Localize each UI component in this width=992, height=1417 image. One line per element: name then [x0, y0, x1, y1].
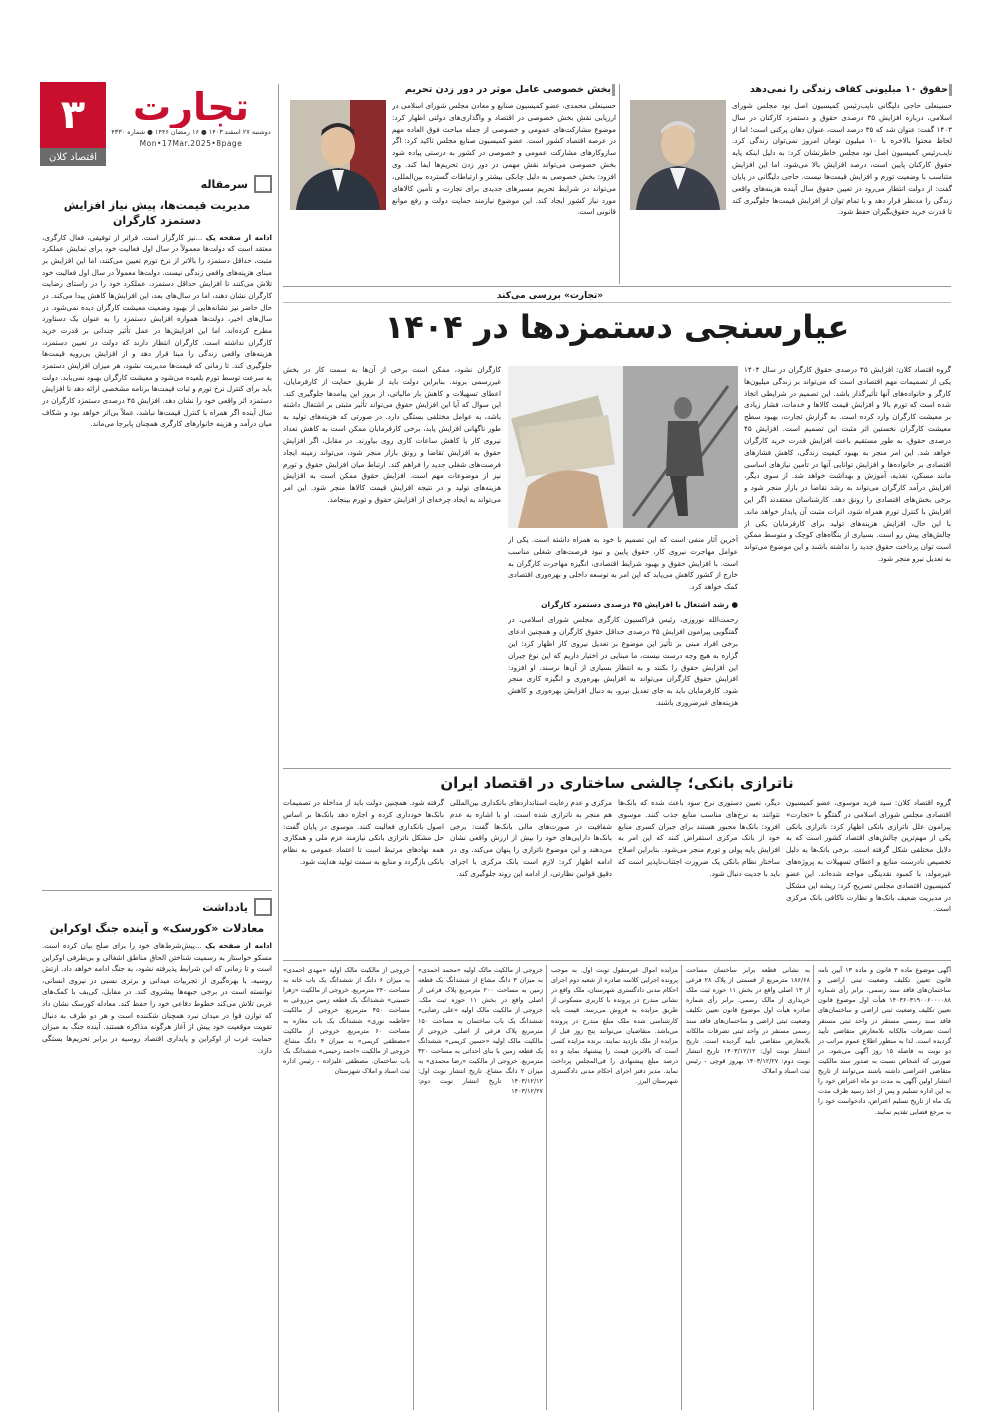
issue-date-en: Mon•17Mar.2025•8page — [139, 139, 243, 148]
portrait-graphic — [290, 100, 386, 210]
section-label: اقتصاد کلان — [40, 148, 106, 166]
feature-col3b-text: رحمت‌الله نوروزی، رئیس فراکسیون کارگری مجلس شورای اسلامی، در گفتگویی پیرامون افزایش ۴۵ درصدی حداقل حقوق کارگران و همچنین ادعای برخی افراد مبنی بر تأثیر این موضوع بر تعدیل نیروی کار اظهار کرد: این گزاره به هیچ وجه درست نیست، ما مبنایی در اختیار داریم که این نوع جبران این افزایش حقوق را بکنند و به انتظار بسیاری از آن‌ها نرسند. او افزود: افزایش حقوق کارگران می‌تواند به افزایش بهره‌وری و انگیزه کاری منجر شود. کارفرمایان باید به جای تعدیل نیرو، به دنبال افزایش بهره‌وری و کاهش هزینه‌های غیرضروری باشند. — [508, 615, 738, 708]
column-divider — [813, 965, 814, 1410]
logo-graphic — [112, 84, 270, 128]
divider — [283, 286, 951, 287]
divider — [42, 890, 272, 891]
second-feature-column-1: گروه اقتصاد کلان: سید فرید موسوی، عضو کمیسیون اقتصادی مجلس شورای اسلامی در گفتگو با «تجارت» پیرامون علل ناترازی بانکی اظهار کرد: ناترازی بانکی یکی از مهم‌ترین چالش‌های اقتصاد کشور است که به دلایل مختلفی شکل گرفته است. برخی بانک‌ها به دلیل تخصیص نادرست منابع و اعطای تسهیلات به پروژه‌های غیرمولد، با کمبود نقدینگی مواجه شده‌اند. این عضو کمیسیون اقتصادی مجلس تصریح کرد: ریشه این مشکل در مدیریت ضعیف بانک‌ها و نظارت ناکافی بانک مرکزی است. — [786, 798, 951, 914]
column-divider — [413, 965, 414, 1410]
issue-date: دوشنبه ۲۷ اسفند ۱۴۰۳ ● ۱۶ رمضان ۱۴۴۶ ● شماره ۴۳۳۰ — [111, 128, 271, 136]
feature-column-2: کارگران نشود، ممکن است برخی از آن‌ها به سمت کار در بخش غیررسمی بروند. بنابراین دولت باید از طریق حمایت از کارفرمایان، اعطای تسهیلات و کاهش بار مالیاتی، از بروز این پیامدها جلوگیری کند. این سوال که آیا این افزایش حقوق می‌تواند تأثیر مثبتی بر اشتغال داشته باشد، به عوامل مختلفی بستگی دارد. در صورتی که هزینه‌های تولید به طور ناگهانی افزایش یابد، برخی کارفرمایان ممکن است به کاهش تعداد نیروی کار یا کاهش ساعات کاری روی بیاورند. در مقابل، اگر افزایش حقوق به افزایش تقاضا و رونق بازار منجر شود، می‌تواند زمینه ایجاد فرصت‌های شغلی جدید را فراهم کند. ارتباط میان افزایش حقوق و تورم نیز از موضوعات مهم است. افزایش حقوق ممکن است به افزایش هزینه‌های تولید و در نتیجه افزایش قیمت کالاها منجر شود. این امر می‌تواند به ایجاد چرخه‌ای از افزایش حقوق و تورم بینجامد. — [283, 365, 501, 504]
newspaper-logo — [112, 84, 270, 128]
editorial-kicker-row — [42, 175, 272, 193]
memo-text: ...پیش‌شرط‌های خود را برای صلح بیان کرده است. مسکو خواستار به رسمیت شناختن الحاق مناطق اشغالی و بی‌طرفی اوکراین است و تا زمانی که این شرایط پذیرفته نشود، به جنگ ادامه خواهد داد. ارتش روسیه، با بهره‌گیری از تجربیات میدانی و برتری نسبی در نیروی انسانی، توانسته است در برخی جبهه‌ها پیشروی کند. در مقابل، کی‌یف با کمک‌های غربی تلاش می‌کند خطوط دفاعی خود را حفظ کند. معادله کورسک نشان داد که توازن قوا در میدان نبرد همچنان شکننده است و هر دو طرف به دنبال تقویت موقعیت خود پیش از آغاز هرگونه مذاکره هستند. آینده جنگ به میزان حمایت غرب از اوکراین و پایداری اقتصاد روسیه در برابر تحریم‌ها بستگی دارد. — [42, 940, 272, 1055]
memo-title: معادلات «کورسک» و آینده جنگ اوکراین — [49, 922, 265, 935]
feature-column-3 — [508, 534, 738, 764]
worker-photo-graphic — [508, 366, 738, 528]
title-bar — [949, 84, 952, 96]
feature-kicker — [440, 291, 660, 301]
top-story-body: حسینعلی محمدی، عضو کمیسیون صنایع و معادن مجلس شورای اسلامی در ارزیابی نقش بخش خصوصی در اقتصاد و واگذاری‌های دولتی اظهار کرد: موضوع مشارکت‌های عمومی و خصوصی از جمله مباحث فوق العاده مهم در عرصه اقتصاد کشور است. عضو کمیسیون صنایع مجلس تاکید کرد: اگر سازوکارهای مشارکت عمومی و خصوصی در کشور به درستی پیاده شود بخش خصوصی می‌تواند نقش مهمی در دور زدن تحریم‌ها ایفا کند. وی افزود: بخش خصوصی به دلیل چابکی بیشتر و ارتباطات گسترده بین‌المللی، می‌تواند در شرایط تحریم مسیرهای جدیدی برای تجارت و تأمین کالاهای مورد نیاز کشور ایجاد کند. این موضوع نیازمند حمایت دولت و رفع موانع قانونی است. — [392, 101, 616, 217]
second-feature-title: ناترازی بانکی؛ چالشی ساختاری در اقتصاد ایران — [440, 774, 794, 792]
notice-column: به نشانی قطعه برابر ساختمان مساحت ۱۸۶/۶۸ مترمربع از قسمتی از پلاک ۲۸ فرعی از ۱۳ اصلی واقع در بخش ۱۱ حوزه ثبت ملک خریداری از مالک رسمی. برابر رأی شماره صادره هیأت اول موضوع قانون تعیین تکلیف وضعیت ثبتی اراضی و ساختمان‌های فاقد سند رسمی مستقر در واحد ثبتی تصرفات مالکانه بلامعارض متقاضی تأیید گردیده است. تاریخ انتشار نوبت اول: ۱۴۰۳/۱۲/۱۲ تاریخ انتشار نوبت دوم: ۱۴۰۳/۱۲/۲۷ بهروز قوچی - رئیس ثبت اسناد و املاک — [686, 966, 810, 1076]
memo-kicker: یادداشت — [202, 900, 248, 914]
memo-lead: ادامه از صفحه یک — [205, 940, 272, 950]
second-feature-column-3: مرکزی و عدم رعایت استانداردهای بانکداری بین‌المللی هم منجر به ناترازی شده است. او با اشاره به عدم شفافیت در صورت‌های مالی بانک‌ها گفت: برخی بانک‌ها دارایی‌های خود را بیش از ارزش واقعی نشان می‌دهند و این موضوع ناترازی را پنهان می‌کند. وی در ادامه اظهار کرد: لازم است بانک مرکزی با اجرای دقیق قوانین نظارتی، از ادامه این روند جلوگیری کند. — [450, 798, 612, 878]
editorial-text: ...نیز کارگزار است. فراتر از توفیقی، فعال کارگری، معتقد است که دولت‌ها معمولاً در سال اول فعالیت خود برای نمایش عملکرد مثبت، حداقل دستمزد را بالاتر از نرخ تورم تعیین می‌کنند، اما این افزایش بر مبنای هزینه‌های واقعی زندگی نیست. دولت‌ها معمولاً در سال اول فعالیت خود تلاش می‌کنند تا افزایش حداقل دستمزد، عملکرد خود را در راستای رضایت کارگران نشان دهند، اما در سال‌های بعد، این افزایش‌ها کاهش پیدا می‌کند. در حال حاضر نیز نشانه‌هایی از بهبود وضعیت معیشت کارگران دیده نمی‌شود. در سال‌های اخیر، دولت‌ها همواره افزایش دستمزد را به عنوان یک دستاورد مطرح کرده‌اند، اما این افزایش‌ها در عمل تأثیر چندانی بر قدرت خرید کارگران نداشته است. کارگران انتظار دارند که دولت در تعیین دستمزد، هزینه‌های واقعی زندگی را مبنا قرار دهد و از افزایش بی‌رویه قیمت‌ها جلوگیری کند. تا زمانی که قیمت‌ها مدیریت نشود، هر میزان افزایش دستمزد به سرعت توسط تورم بلعیده می‌شود و معیشت کارگران بهبود نمی‌یابد. دولت باید برای کنترل نرخ تورم و ثبات قیمت‌ها برنامه مشخصی ارائه دهد تا افزایش دستمزد اثر واقعی خود را نشان دهد. افزایش ۴۵ درصدی دستمزد کارگران در سال آینده اگر همراه با کنترل قیمت‌ها نباشد، عملاً بی‌اثر خواهد بود و شکاف میان درآمد و هزینه خانوارهای کارگری همچنان پابرجا می‌ماند. — [42, 232, 272, 429]
editorial-title: مدیریت قیمت‌ها، پیش نیاز افزایش دستمزد کارگران — [63, 199, 251, 227]
memo-body — [42, 940, 272, 1380]
portrait-graphic — [630, 100, 726, 210]
kicker-square-icon — [254, 898, 272, 916]
top-story-title: حقوق ۱۰ میلیونی کفاف زندگی را نمی‌دهد — [749, 84, 948, 95]
column-divider — [681, 965, 682, 1410]
notice-column: مزایده اموال غیرمنقول نوبت اول. به موجب پرونده اجرایی کلاسه صادره از شعبه دوم اجرای احکام مدنی دادگستری شهرستان، ملک واقع در نشانی مندرج در پرونده با کاربری مسکونی از طریق مزایده به فروش می‌رسد. قیمت پایه کارشناسی شده ملک مبلغ مندرج در پرونده می‌باشد. متقاضیان می‌توانند پنج روز قبل از مزایده از ملک بازدید نمایند. برنده مزایده کسی است که بالاترین قیمت را پیشنهاد نماید و ده درصد مبلغ پیشنهادی را فی‌المجلس پرداخت نماید. مدیر دفتر اجرای احکام مدنی دادگستری شهرستان البرز. — [551, 966, 678, 1086]
editorial-kicker: سرمقاله — [200, 177, 248, 191]
top-story-title: بخش خصوصی عامل موثر در دور زدن تحریم — [404, 84, 611, 95]
feature-subheading: ● رشد اشتغال با افزایش ۴۵ درصدی دستمزد کارگران — [541, 600, 738, 610]
portrait-photo — [290, 100, 386, 210]
feature-title: عیارسنجی دستمزدها در ۱۴۰۴ — [384, 308, 850, 346]
notice-column: آگهی موضوع ماده ۳ قانون و ماده ۱۳ آیین نامه قانون تعیین تکلیف وضعیت ثبتی اراضی و ساختمان‌های فاقد سند رسمی. برابر رأی شماره ۱۴۰۳۶۰۳۱۹۰۰۶۰۰۰۰۸۸ هیأت اول موضوع قانون تعیین تکلیف وضعیت ثبتی اراضی و ساختمان‌های فاقد سند رسمی مستقر در واحد ثبتی مستقر است تصرفات مالکانه بلامعارض متقاضی تأیید گردیده است. لذا به منظور اطلاع عموم مراتب در دو نوبت به فاصله ۱۵ روز آگهی می‌شود. در صورتی که اشخاص نسبت به صدور سند مالکیت متقاضی اعتراضی داشته باشند می‌توانند از تاریخ انتشار اولین آگهی به مدت دو ماه اعتراض خود را به این اداره تسلیم و پس از اخذ رسید ظرف مدت یک ماه از تاریخ تسلیم اعتراض، دادخواست خود را به مرجع قضایی تقدیم نمایند. — [818, 966, 951, 1116]
top-story-body: حسینعلی حاجی دلیگانی نایب‌رئیس کمیسیون اصل نود مجلس شورای اسلامی، درباره افزایش ۳۵ درصدی حقوق و دستمزد کارکنان در سال ۱۴۰۳ گفت: عنوان شد که ۳۵ درصد است، عنوان دهان پرکنی است؛ اما از لحاظ محتوا بالاخره با ۱۰ میلیون تومان امروز نمی‌توان زندگی کرد. نایب‌رئیس کمیسیون اصل نود مجلس خاطرنشان کرد: به دلیل اینکه پایه حقوق کارکنان پایین است، درصد افزایش بالا می‌شود. اما این افزایش متناسب با وضعیت تورم و افزایش قیمت‌ها نیست. حاجی دلیگانی در پایان گفت: از دولت انتظار می‌رود در تعیین حقوق سال آینده هزینه‌های واقعی زندگی را مدنظر قرار دهد و با تمام توان از افزایش قیمت‌ها جلوگیری کند تا قدرت خرید حقوق‌بگیران حفظ شود. — [732, 101, 952, 217]
column-divider — [278, 84, 279, 1412]
feature-col3-text: آخرین آثار منفی است که این تصمیم با خود به همراه داشته است. یکی از عوامل مهاجرت نیروی کار، حقوق پایین و نبود فرصت‌های شغلی مناسب است. با افزایش حقوق و بهبود شرایط اقتصادی، انگیزه مهاجرت کارگران به خارج از کشور کاهش می‌یابد که این امر به توسعه داخلی و بهره‌وری اقتصادی کمک خواهد کرد. — [508, 535, 738, 592]
second-feature-column-2: دیگر، تعیین دستوری نرخ سود باعث شده که بانک‌ها نتوانند به نرخ‌های مناسب منابع جذب کنند. موسوی افزود: بانک‌ها مجبور هستند برای جبران کسری منابع خود از بانک مرکزی استقراض کنند که این امر به افزایش پایه پولی و تورم منجر می‌شود. بنابراین اصلاح ساختار نظام بانکی یک ضرورت اجتناب‌ناپذیر است که باید با جدیت دنبال شود. — [618, 798, 780, 878]
memo-kicker-row — [42, 898, 272, 916]
editorial-body — [42, 232, 272, 918]
kicker-square-icon — [254, 175, 272, 193]
column-divider — [619, 84, 620, 284]
second-feature-column-4: گرفته شود. همچنین دولت باید از مداخله در تصمیمات بانک‌ها خودداری کرده و اجازه دهد بانک‌ها بر اساس اصول بانکداری فعالیت کنند. موسوی در پایان گفت: حل مشکل ناترازی بانکی نیازمند عزم ملی و همکاری همه نهادهای مرتبط است تا اعتماد عمومی به نظام بانکی بازگردد و منابع به سمت تولید هدایت شود. — [283, 798, 444, 867]
editorial-lead: ادامه از صفحه یک — [205, 232, 272, 242]
portrait-photo — [630, 100, 726, 210]
feature-column-1: گروه اقتصاد کلان: افزایش ۴۵ درصدی حقوق کارگران در سال ۱۴۰۴ یکی از تصمیمات مهم اقتصادی است که می‌تواند بر زندگی میلیون‌ها کارگر و خانواده‌های آنها تأثیرگذار باشد. این تصمیم در شرایطی اتخاذ شده است که تورم بالا و افزایش قیمت کالاها و خدمات، فشار زیادی بر معیشت کارگران وارد کرده است. به گزارش تجارت، بهبود سطح معیشت کارگران نخستین اثر مثبت این تصمیم است. افزایش ۴۵ درصدی حقوق، به طور مستقیم باعث افزایش قدرت خرید کارگران خواهد شد. این امر منجر به بهبود کیفیت زندگی، کاهش فشارهای اقتصادی بر خانواده‌ها و افزایش توانایی آنها در تأمین نیازهای اساسی مانند مسکن، تغذیه، آموزش و بهداشت خواهد شد. از سوی دیگر، افزایش درآمد کارگران می‌تواند به رشد تقاضا در بازار منجر شود و برخی بخش‌های اقتصادی را رونق دهد. کارشناسان معتقدند اگر این افزایش با کنترل تورم همراه شود، اثرات مثبت آن پایدار خواهد ماند. با این حال، افزایش هزینه‌های تولید برای کارفرمایان یکی از چالش‌های پیش رو است. بسیاری از بنگاه‌های کوچک و متوسط ممکن است توان پرداخت حقوق جدید را نداشته باشند و این موضوع می‌تواند به تعدیل نیرو منجر شود. — [744, 365, 951, 563]
logo-text: تجارت — [133, 85, 249, 128]
title-bar — [612, 84, 615, 96]
feature-kicker-text: «تجارت» بررسی می‌کند — [489, 291, 611, 301]
page-number: ۳ — [40, 82, 106, 148]
memo-section — [42, 898, 272, 1380]
kicker-line — [283, 302, 951, 303]
divider — [283, 768, 951, 769]
feature-photo — [508, 366, 738, 528]
divider — [283, 960, 951, 961]
notice-column: خروجی از مالکیت مالک اولیه «محمد احمدی» به میزان ۳ دانگ مشاع از ششدانگ یک قطعه زمین به مساحت ۲۰۰ مترمربع پلاک فرعی از اصلی واقع در بخش ۱۱ حوزه ثبت ملک. خروجی از مالکیت مالک اولیه «علی رضایی» ششدانگ یک باب ساختمان به مساحت ۱۵۰ مترمربع پلاک فرعی از اصلی. خروجی از مالکیت مالک اولیه «حسین کریمی» ششدانگ یک قطعه زمین با بنای احداثی به مساحت ۳۲۰ مترمربع. خروجی از مالکیت «رضا محمدی» به میزان ۲ دانگ مشاع. تاریخ انتشار نوبت اول: ۱۴۰۳/۱۲/۱۲ تاریخ انتشار نوبت دوم: ۱۴۰۳/۱۲/۲۷ — [418, 966, 543, 1096]
notice-column: خروجی از مالکیت مالک اولیه «مهدی احمدی» به میزان ۶ دانگ از ششدانگ یک باب خانه به مساحت ۲۴۰ مترمربع. خروجی از مالکیت «زهرا حسینی» ششدانگ یک قطعه زمین مزروعی به مساحت ۴۵۰ مترمربع. خروجی از مالکیت «فاطمه نوری» ششدانگ یک باب مغازه به مساحت ۶۰ مترمربع. خروجی از مالکیت «مصطفی کریمی» به میزان ۴ دانگ مشاع. خروجی از مالکیت «احمد رحیمی» ششدانگ یک باب ساختمان. مصطفی علیزاده - رئیس اداره ثبت اسناد و املاک شهرستان — [283, 966, 410, 1076]
column-divider — [546, 965, 547, 1410]
editorial-section — [42, 175, 272, 918]
